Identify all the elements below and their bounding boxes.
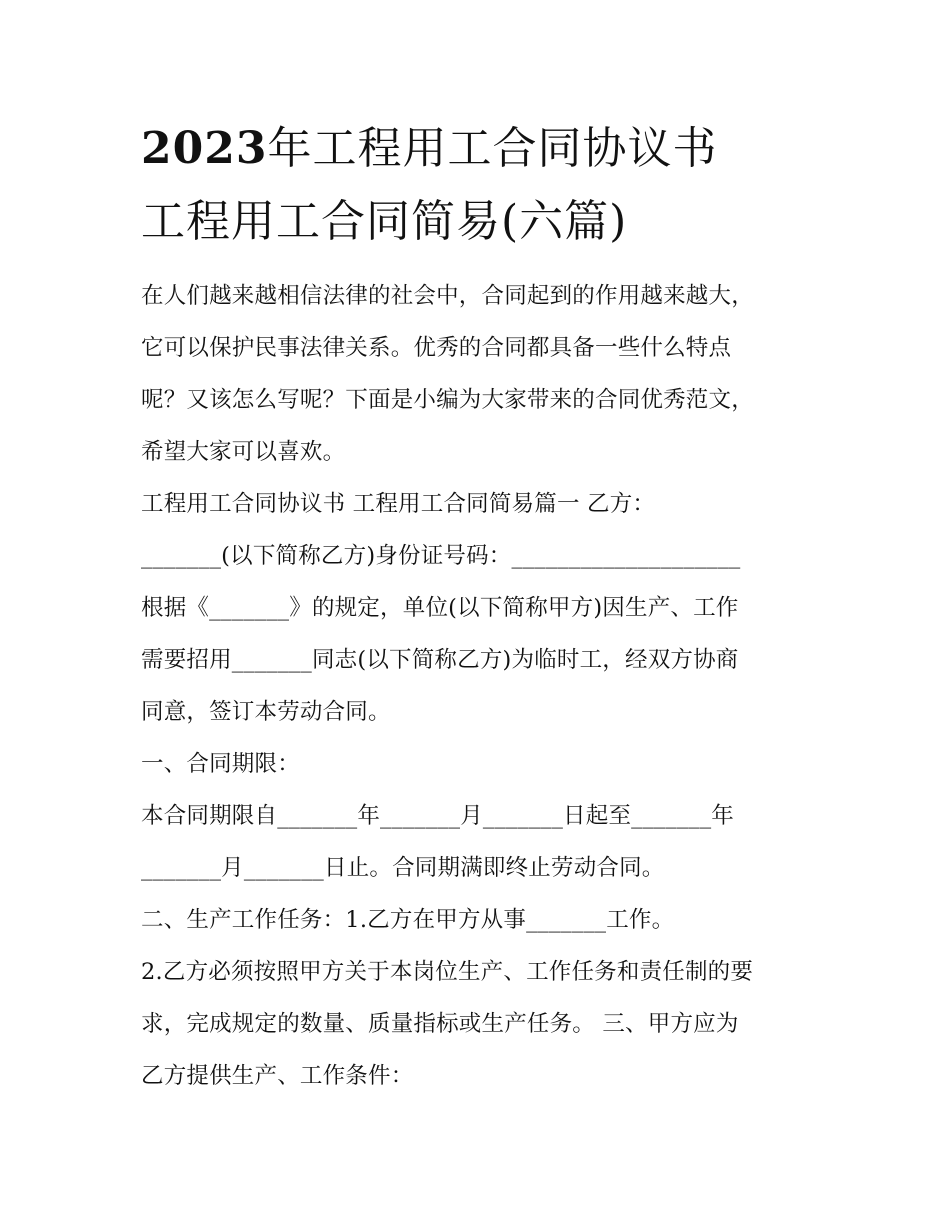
title-year: 2023 bbox=[141, 123, 268, 174]
paragraph-line: 二、生产工作任务：1.乙方在甲方从事_______工作。 bbox=[141, 907, 675, 933]
paragraph-line: _______月_______日止。合同期满即终止劳动合同。 bbox=[141, 855, 665, 881]
paragraph-line: 2.乙方必须按照甲方关于本岗位生产、工作任务和责任制的要 bbox=[141, 959, 754, 985]
paragraph-line: 它可以保护民事法律关系。优秀的合同都具备一些什么特点 bbox=[141, 335, 732, 361]
paragraph-line: 一、合同期限： bbox=[141, 751, 300, 777]
paragraph-line: 本合同期限自_______年_______月_______日起至_______年 bbox=[141, 803, 735, 829]
paragraph-line: _______(以下简称乙方)身份证号码：____________________ bbox=[141, 543, 741, 569]
paragraph-line: 在人们越来越相信法律的社会中，合同起到的作用越来越大， bbox=[141, 283, 754, 309]
document-title bbox=[141, 112, 821, 258]
paragraph-line: 需要招用_______同志(以下简称乙方)为临时工，经双方协商 bbox=[141, 647, 739, 673]
paragraph-line: 求，完成规定的数量、质量指标或生产任务。 三、甲方应为 bbox=[141, 1011, 739, 1037]
paragraph-line: 工程用工合同协议书 工程用工合同简易篇一 乙方： bbox=[141, 491, 656, 517]
title-line-1 bbox=[141, 112, 821, 185]
title-line-1-text: 年工程用工合同协议书 bbox=[267, 123, 718, 174]
paragraph-requirements bbox=[141, 946, 821, 1102]
section-heading-term bbox=[141, 738, 821, 790]
paragraph-line: 同意，签订本劳动合同。 bbox=[141, 699, 391, 725]
paragraph-term bbox=[141, 790, 821, 894]
paragraph-intro bbox=[141, 270, 821, 478]
paragraph-line: 根据《_______》的规定，单位(以下简称甲方)因生产、工作 bbox=[141, 595, 739, 621]
paragraph-line: 希望大家可以喜欢。 bbox=[141, 439, 346, 465]
paragraph-line: 呢？又该怎么写呢？下面是小编为大家带来的合同优秀范文， bbox=[141, 387, 754, 413]
title-line-2: 工程用工合同简易(六篇) bbox=[141, 196, 628, 247]
document-body bbox=[141, 270, 821, 1102]
paragraph-line: 乙方提供生产、工作条件： bbox=[141, 1063, 414, 1089]
document-content bbox=[141, 112, 821, 1102]
paragraph-contract-parties bbox=[141, 478, 821, 738]
paragraph-tasks bbox=[141, 894, 821, 946]
